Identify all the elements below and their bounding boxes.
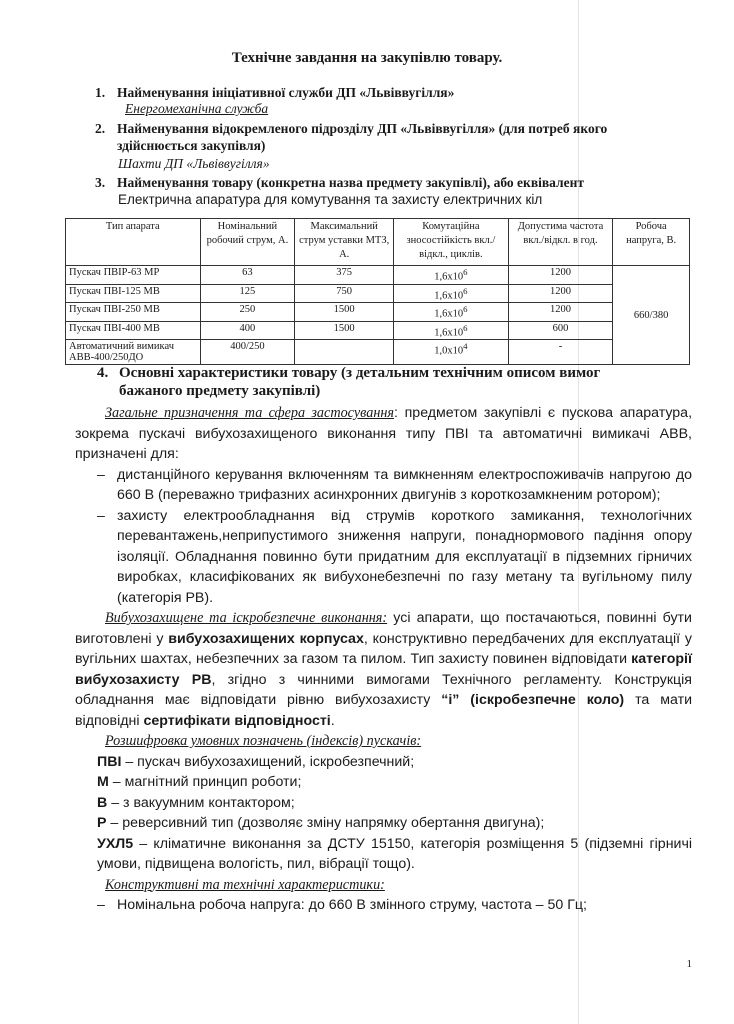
document-title: Технічне завдання на закупівлю товару. xyxy=(231,50,503,66)
list-item: ПВІ – пускач вибухозахищений, іскробезпечний; xyxy=(97,753,415,770)
table-header-row xyxy=(66,219,690,266)
section-2-number: 2. xyxy=(95,121,106,136)
section-3-number: 3. xyxy=(95,175,106,190)
cell-current: 63 xyxy=(200,266,295,285)
cell-current: 125 xyxy=(200,284,295,303)
purpose-paragraph xyxy=(75,403,692,465)
section-3 xyxy=(95,174,584,191)
section-4-number: 4. xyxy=(97,365,109,381)
cell-type: Пускач ПВІ-400 МВ xyxy=(66,321,201,340)
cell-mtz: 1500 xyxy=(295,321,394,340)
table-row xyxy=(66,340,690,365)
list-item: М – магнітний принцип роботи; xyxy=(97,774,302,790)
list-item: – Номінальна робоча напруга: до 660 В змінного струму, частота – 50 Гц; xyxy=(97,897,587,913)
list-item: – дистанційного керування включенням та вимкненням електроспоживачів напругою до 660 В (переважно трифазних асинхронних двигунів з короткозамкненим ротором); xyxy=(97,466,692,503)
cell-type: Пускач ПВІ-250 МВ xyxy=(66,303,201,322)
cell-type: Пускач ПВІ-125 МВ xyxy=(66,284,201,303)
section-1-value: Енергомеханічна служба xyxy=(125,101,269,116)
cell-frequency: 1200 xyxy=(508,284,613,303)
table-row xyxy=(66,303,690,322)
section-4 xyxy=(97,364,600,400)
section-4-body xyxy=(75,403,692,916)
cell-frequency: 1200 xyxy=(508,266,613,285)
header-frequency: Допустима частота вкл./відкл. в год. xyxy=(508,219,613,266)
list-item: Р – реверсивний тип (дозволяє зміну напрямку обертання двигуна); xyxy=(97,815,545,831)
table-row xyxy=(66,266,690,285)
section-1 xyxy=(95,84,454,101)
explosion-proof-paragraph: Вибухозахищене та іскробезпечне виконання: усі апарати, що постачаються, повинні бути виготовлені у вибухозахищених корпусах, конструктивно передбачених для експлуатації у вугільних шахтах, небезпечних за газом та пилом. Тип захисту повинен відповідати категорії вибухозахисту РВ, згідно з чинними вимогами Технічного регламенту. Конструкція обладнання має відповідати рівню вибухозахисту “і” (іскробезпечне коло) та мати відповідні сертифікати відповідності. xyxy=(75,610,692,729)
cell-wear: $1,6x10^6$ xyxy=(394,321,509,340)
section-2-heading-line2: здійснюється закупівля) xyxy=(117,138,266,153)
cell-wear: $1,6x10^6$ xyxy=(394,284,509,303)
explosion-proof-label: Вибухозахищене та іскробезпечне виконання: xyxy=(105,610,388,626)
section-4-heading-line1: Основні характеристики товару (з детальним технічним описом вимог xyxy=(119,365,601,381)
purpose-label: Загальне призначення та сфера застосування xyxy=(105,405,394,421)
list-item: В – з вакуумним контактором; xyxy=(97,794,295,811)
cell-frequency: - xyxy=(508,340,613,365)
section-3-value: Електрична апаратура для комутування та захисту електричних кіл xyxy=(118,192,543,207)
page-number: 1 xyxy=(686,958,692,970)
header-mtz: Максимальний струм уставки МТЗ, А. xyxy=(295,219,394,266)
header-current: Номінальний робочий струм, А. xyxy=(200,219,295,266)
cell-mtz: 1500 xyxy=(295,303,394,322)
section-2-heading-line1: Найменування відокремленого підрозділу ДП «Львіввугілля» (для потреб якого xyxy=(117,121,608,136)
cell-wear: $1,0x10^4$ xyxy=(394,340,509,365)
section-2 xyxy=(95,120,705,154)
abbreviations-heading: Розшифровка умовних позначень (індексів) пускачів: xyxy=(105,733,422,749)
cell-mtz: 375 xyxy=(295,266,394,285)
cell-current: 400/250 xyxy=(200,340,295,365)
cell-mtz: 750 xyxy=(295,284,394,303)
table-row xyxy=(66,321,690,340)
list-item: УХЛ5 – кліматичне виконання за ДСТУ 15150, категорія розміщення 5 (підземні гірничі умови, підвищена вологість, пил, вібрації тощо). xyxy=(97,835,692,872)
cell-wear: $1,6x10^6$ xyxy=(394,303,509,322)
header-type: Тип апарата xyxy=(66,219,201,266)
cell-frequency: 600 xyxy=(508,321,613,340)
cell-mtz xyxy=(295,340,394,365)
cell-type: Пускач ПВІР-63 МР xyxy=(66,266,201,285)
technical-heading: Конструктивні та технічні характеристики: xyxy=(105,876,385,893)
specification-table xyxy=(65,218,690,365)
section-4-heading-line2: бажаного предмету закупівлі) xyxy=(119,383,321,399)
cell-voltage: 660/380 xyxy=(613,266,690,365)
section-2-value: Шахти ДП «Львіввугілля» xyxy=(118,156,270,171)
cell-current: 400 xyxy=(200,321,295,340)
header-voltage: Робоча напруга, В. xyxy=(613,219,690,266)
purpose-text: : предметом закупівлі є пускова апаратура, зокрема пускачі вибухозахищеного виконання типу ПВІ та автоматичні вимикачі АВВ, призначені для: xyxy=(75,405,693,462)
section-1-heading: Найменування ініціативної служби ДП «Львіввугілля» xyxy=(117,85,455,100)
cell-frequency: 1200 xyxy=(508,303,613,322)
cell-wear: $1,6x10^6$ xyxy=(394,266,509,285)
table-row xyxy=(66,284,690,303)
cell-type: Автоматичний вимикач АВВ-400/250ДО xyxy=(66,340,201,365)
section-3-heading: Найменування товару (конкретна назва предмету закупівлі), або еквівалент xyxy=(117,175,585,190)
section-1-number: 1. xyxy=(95,85,106,100)
cell-current: 250 xyxy=(200,303,295,322)
header-wear: Комутаційна зносостійкість вкл./відкл., циклів. xyxy=(394,219,509,266)
list-item: – захисту електрообладнання від струмів короткого замикання, технологічних перевантажень,неприпустимого зниження напруги, понаднормового падіння опору ізоляції. Обладнання повинно бути придатним для експлуатації в підземних гірничих виробках, класифікованих як вибухонебезпечні по газу метану та вугільному пилу (категорія РВ). xyxy=(97,507,692,606)
